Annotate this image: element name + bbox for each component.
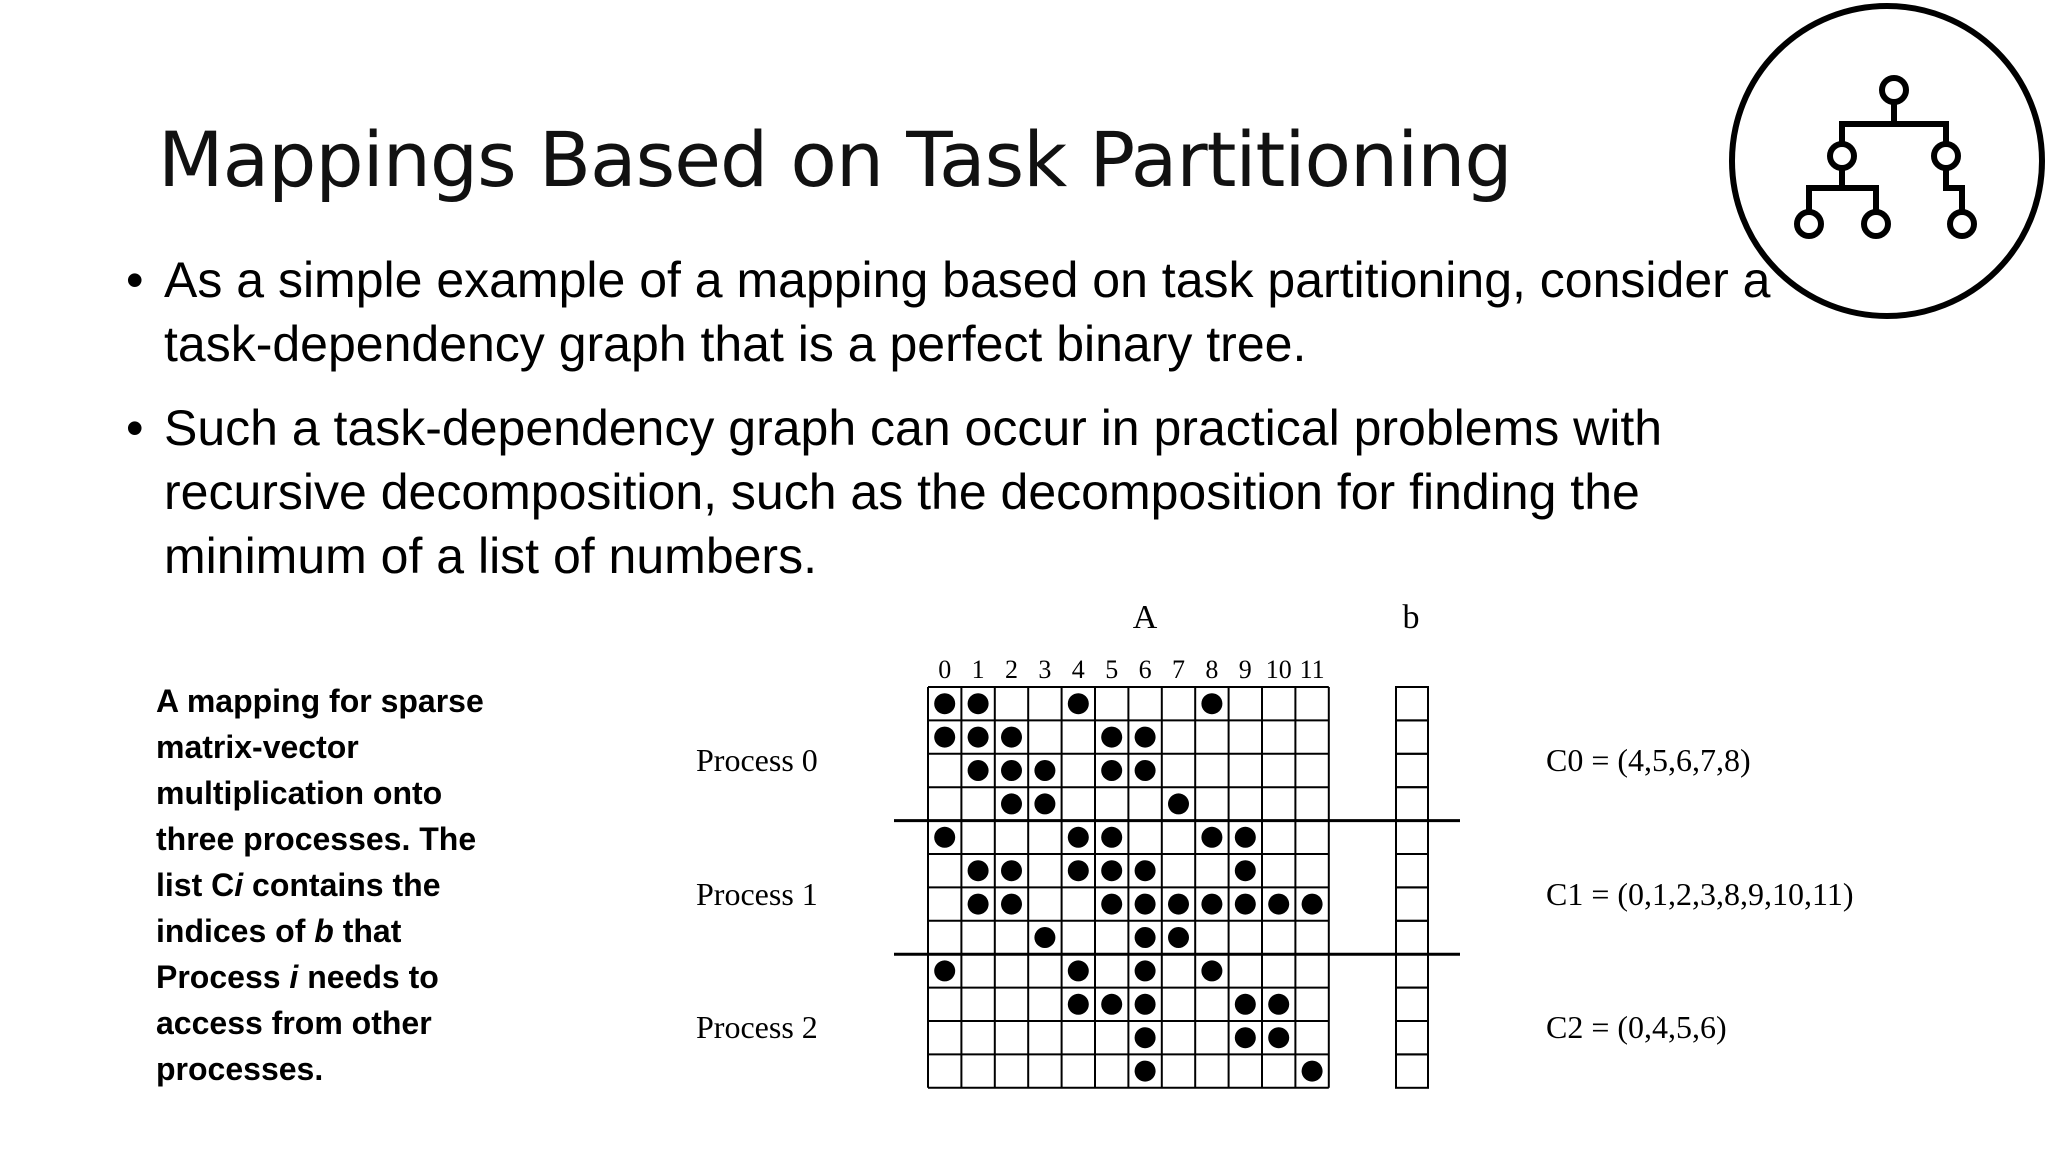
nonzero-dot [934, 960, 955, 981]
column-index-label: 0 [938, 655, 952, 684]
column-index-label: 2 [1005, 655, 1018, 684]
nonzero-dot [1235, 1027, 1256, 1048]
column-index-labels [938, 655, 1324, 684]
nonzero-dot [1268, 894, 1289, 915]
nonzero-dot [968, 727, 989, 748]
nonzero-dot [1068, 960, 1089, 981]
nonzero-dot [1201, 693, 1222, 714]
nonzero-dot [968, 760, 989, 781]
nonzero-dot [1034, 793, 1055, 814]
vector-cell [1396, 854, 1428, 887]
vector-cell [1396, 1054, 1428, 1087]
vector-cell [1396, 821, 1428, 854]
nonzero-dot [1135, 1027, 1156, 1048]
caption-italic: b [314, 913, 334, 949]
nonzero-dot [1168, 793, 1189, 814]
bullet-text: Such a task-dependency graph can occur in practical problems with recursive decomposition, such as the decomposition for finding the minimum of a list of numbers. [164, 400, 1663, 584]
process-list-1: C1 = (0,1,2,3,8,9,10,11) [1546, 876, 1854, 912]
sparse-matrix-diagram [660, 600, 2000, 1100]
caption-text: needs to access from other processes. [156, 959, 439, 1087]
process-label-1: Process 1 [696, 876, 818, 912]
process-label-0: Process 0 [696, 742, 818, 778]
bullet-marker: • [126, 252, 144, 308]
vector-cell [1396, 954, 1428, 987]
vector-label: b [1402, 600, 1420, 636]
bullet-list [126, 248, 1826, 608]
caption-italic: i [289, 959, 299, 995]
nonzero-dot [1101, 760, 1122, 781]
column-index-label: 1 [971, 655, 985, 684]
nonzero-dot [1101, 894, 1122, 915]
nonzero-dot [1168, 894, 1189, 915]
nonzero-dot [968, 894, 989, 915]
nonzero-dot [934, 727, 955, 748]
process-list-0: C0 = (4,5,6,7,8) [1546, 742, 1751, 778]
figure-caption [156, 678, 516, 1092]
caption-italic: i [234, 867, 244, 903]
nonzero-dot [1001, 793, 1022, 814]
nonzero-dot [1001, 760, 1022, 781]
nonzero-dot [1001, 894, 1022, 915]
nonzero-dot [934, 693, 955, 714]
nonzero-dot [1068, 994, 1089, 1015]
nonzero-dot [1101, 727, 1122, 748]
nonzero-dot [1001, 860, 1022, 881]
nonzero-dot [1135, 727, 1156, 748]
nonzero-dot [1068, 693, 1089, 714]
nonzero-dot [1302, 1061, 1323, 1082]
vector-cell [1396, 687, 1428, 720]
nonzero-dot [1135, 994, 1156, 1015]
nonzero-dot [1168, 927, 1189, 948]
vector-cell [1396, 1021, 1428, 1054]
nonzero-dot [1268, 994, 1289, 1015]
caption-text: that Process [156, 913, 402, 995]
vector-cell [1396, 921, 1428, 954]
nonzero-dot [1135, 1061, 1156, 1082]
nonzero-dot [1135, 760, 1156, 781]
nonzero-dot [1101, 860, 1122, 881]
nonzero-dot [1101, 994, 1122, 1015]
vector-b-grid [1396, 687, 1428, 1088]
nonzero-dot [1068, 827, 1089, 848]
nonzero-dot [1068, 860, 1089, 881]
matrix-label: A [1132, 600, 1158, 636]
vector-cell [1396, 887, 1428, 920]
caption-text: A mapping for sparse matrix-vector multiplication onto three processes. The list C [156, 683, 484, 903]
bullet-marker: • [126, 400, 144, 456]
column-index-label: 5 [1105, 655, 1119, 684]
nonzero-dot [1101, 827, 1122, 848]
column-index-label: 4 [1071, 655, 1085, 684]
nonzero-dot [1135, 960, 1156, 981]
nonzero-dot [1135, 860, 1156, 881]
nonzero-dot [1201, 894, 1222, 915]
nonzero-dot [1034, 927, 1055, 948]
column-index-label: 8 [1205, 655, 1219, 684]
bullet-item [126, 248, 1826, 376]
nonzero-dot [1268, 1027, 1289, 1048]
caption-text: contains the indices of [156, 867, 441, 949]
nonzero-dot [1235, 994, 1256, 1015]
column-index-label: 6 [1138, 655, 1152, 684]
nonzero-dot [1235, 860, 1256, 881]
nonzero-dot [1034, 760, 1055, 781]
column-index-label: 10 [1265, 655, 1292, 684]
bullet-text: As a simple example of a mapping based on task partitioning, consider a task-dependency graph that is a perfect binary tree. [164, 252, 1771, 372]
column-index-label: 7 [1172, 655, 1185, 684]
nonzero-dot [1235, 827, 1256, 848]
process-label-2: Process 2 [696, 1009, 818, 1045]
bullet-item [126, 396, 1826, 588]
nonzero-dot [968, 693, 989, 714]
vector-cell [1396, 720, 1428, 753]
nonzero-dot [1135, 927, 1156, 948]
nonzero-dot [934, 827, 955, 848]
vector-cell [1396, 988, 1428, 1021]
nonzero-dot [1201, 827, 1222, 848]
slide-title: Mappings Based on Task Partitioning [158, 115, 1512, 204]
nonzero-dot [968, 860, 989, 881]
column-index-label: 9 [1238, 655, 1252, 684]
nonzero-dot [1135, 894, 1156, 915]
nonzero-dot [1201, 960, 1222, 981]
nonzero-dot [1302, 894, 1323, 915]
column-index-label: 3 [1038, 655, 1052, 684]
nonzero-dot [1235, 894, 1256, 915]
nonzero-dot [1001, 727, 1022, 748]
binary-tree-icon [1728, 2, 2046, 320]
column-index-label: 11 [1299, 655, 1325, 684]
vector-cell [1396, 787, 1428, 820]
process-list-2: C2 = (0,4,5,6) [1546, 1009, 1727, 1045]
vector-cell [1396, 754, 1428, 787]
matrix-grid [928, 687, 1329, 1088]
